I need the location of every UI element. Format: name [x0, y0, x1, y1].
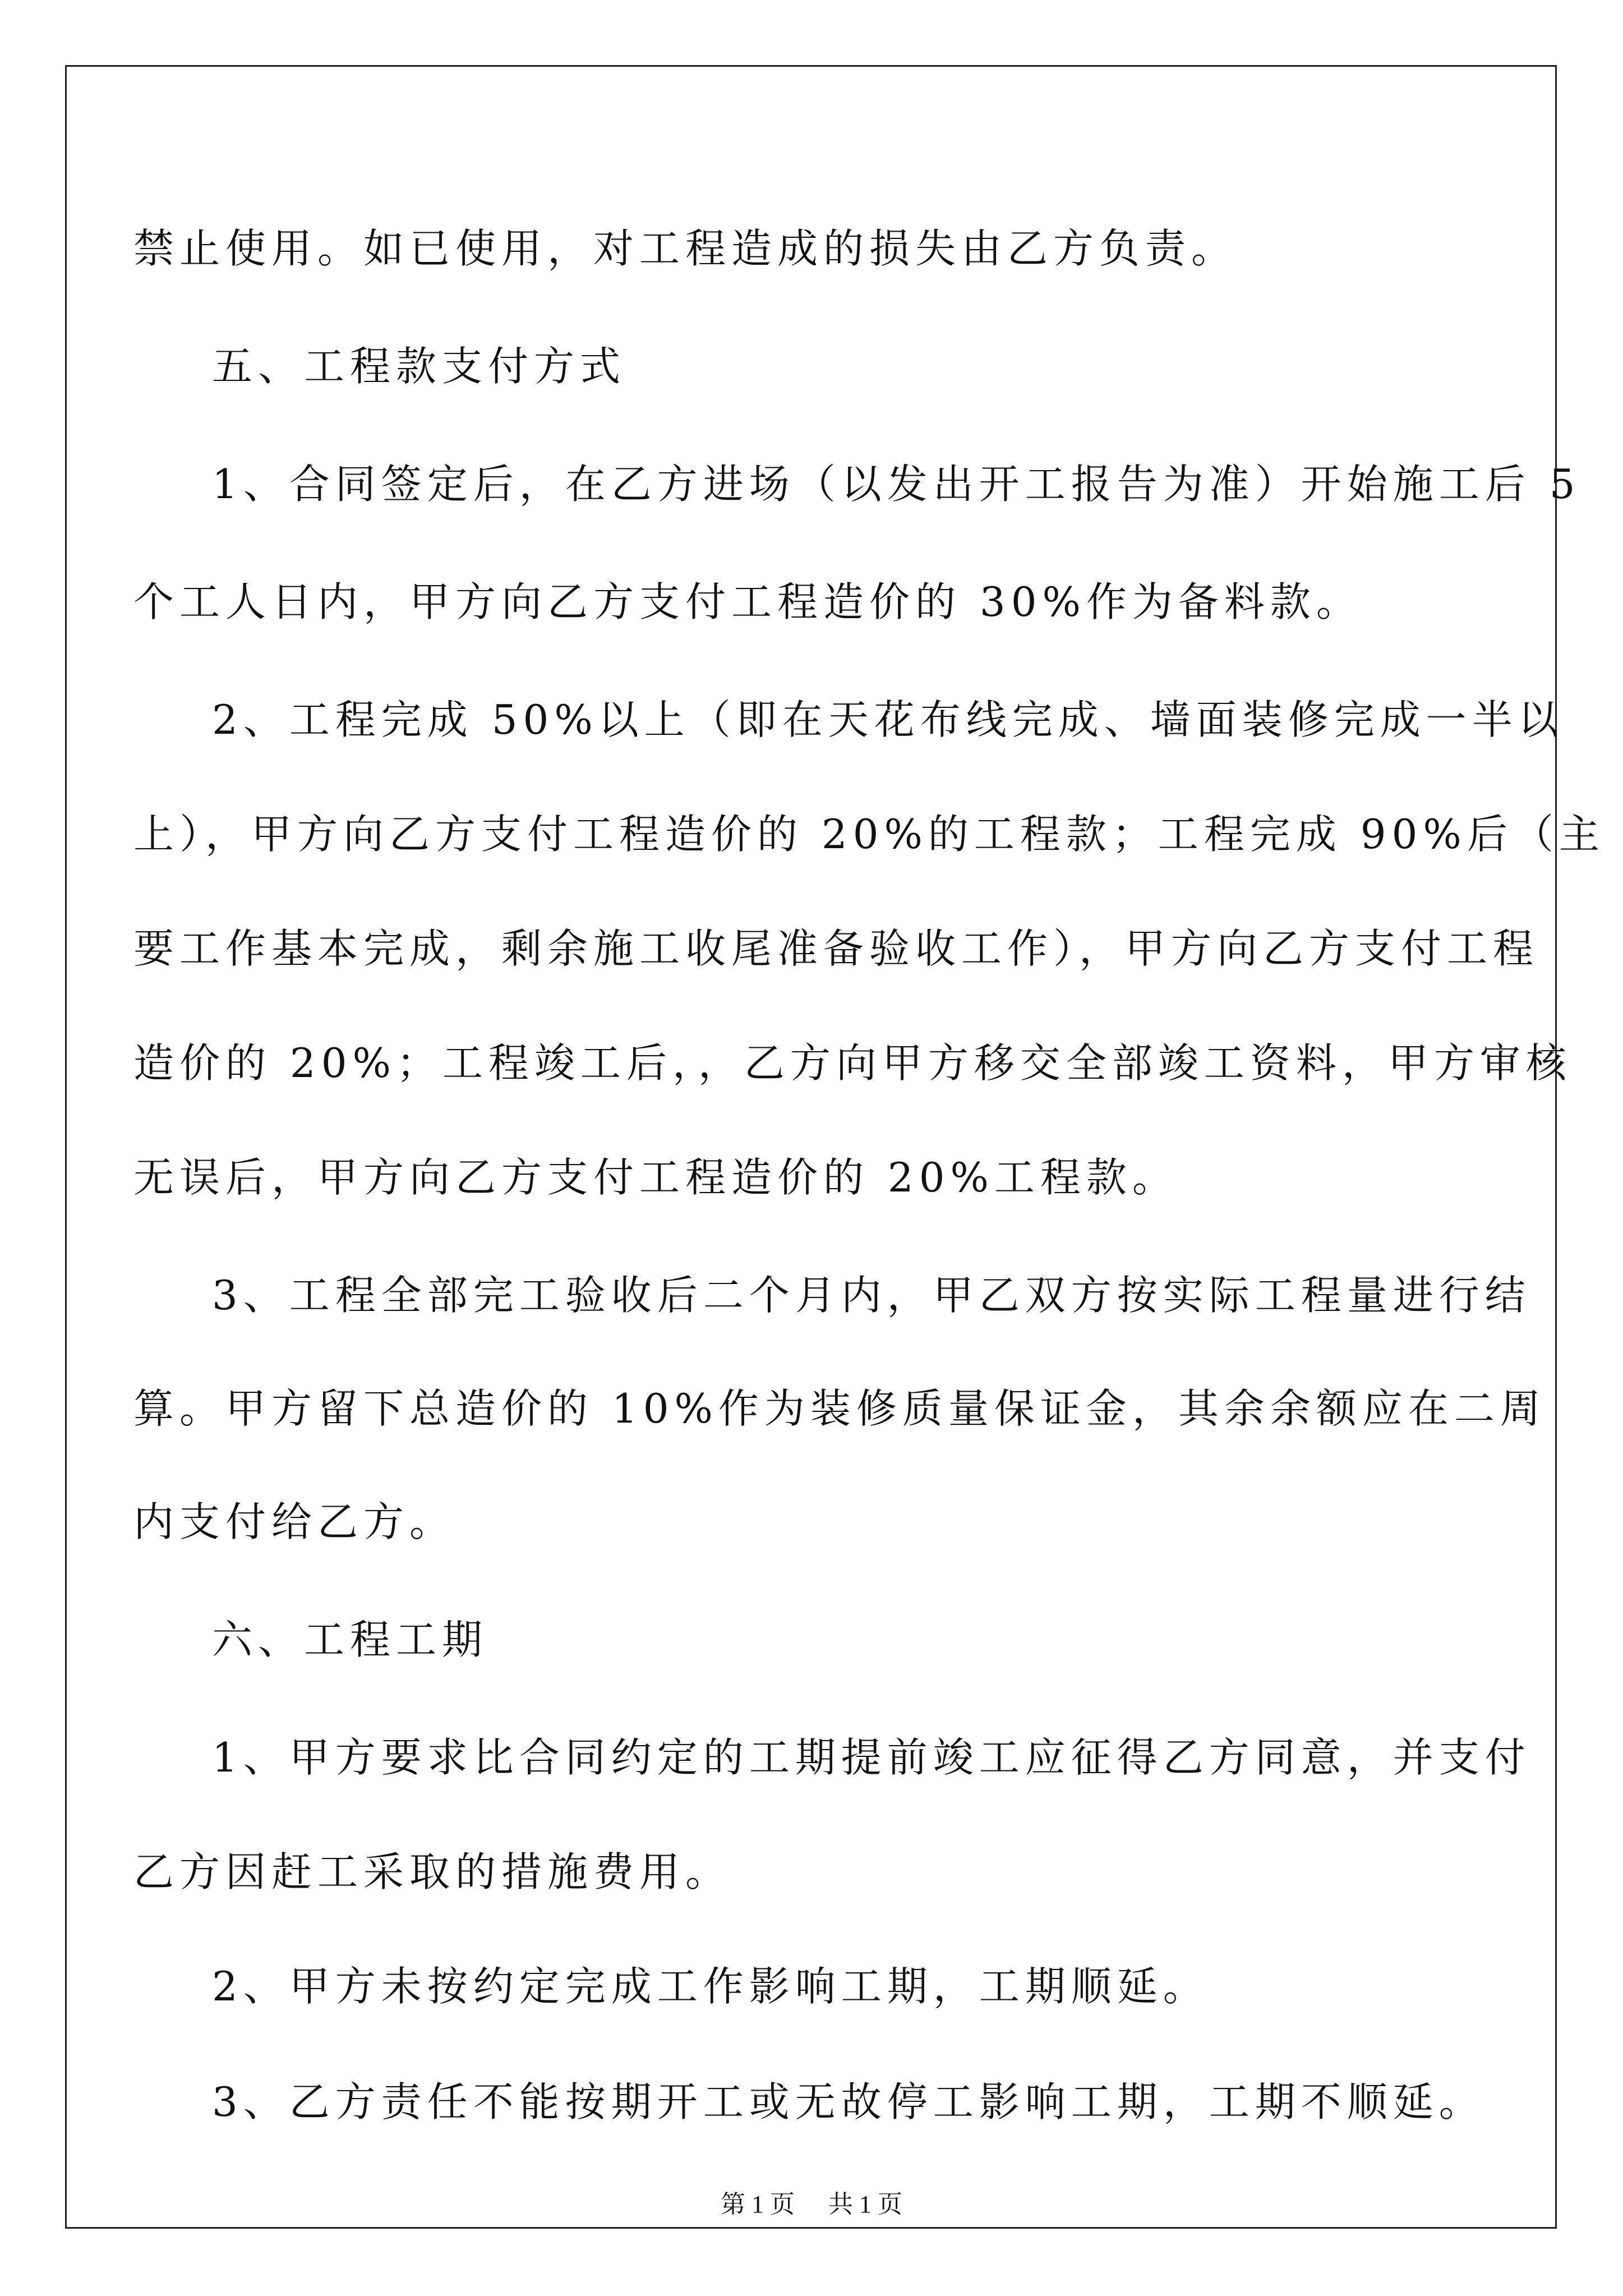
- paragraph-line: 3、工程全部完工验收后二个月内，甲乙双方按实际工程量进行结: [212, 1272, 1531, 1319]
- page-footer: [0, 2188, 1623, 2221]
- section-heading-schedule: 六、工程工期: [212, 1616, 488, 1663]
- paragraph-line: 1、甲方要求比合同约定的工期提前竣工应征得乙方同意，并支付: [212, 1734, 1531, 1781]
- paragraph-line: 个工人日内，甲方向乙方支付工程造价的 30%作为备料款。: [133, 578, 1362, 625]
- section-heading-payment: 五、工程款支付方式: [212, 343, 626, 390]
- paragraph-line: 乙方因赶工采取的措施费用。: [133, 1848, 732, 1895]
- paragraph-line: 无误后，甲方向乙方支付工程造价的 20%工程款。: [133, 1154, 1178, 1201]
- paragraph-line: 造价的 20%；工程竣工后，，乙方向甲方移交全部竣工资料，甲方审核: [133, 1039, 1572, 1087]
- paragraph-line: 内支付给乙方。: [133, 1498, 456, 1545]
- page-number: 第 1 页: [721, 2191, 795, 2218]
- paragraph-line: 上），甲方向乙方支付工程造价的 20%的工程款；工程完成 90%后（主: [133, 811, 1605, 858]
- paragraph-line: 算。甲方留下总造价的 10%作为装修质量保证金，其余余额应在二周: [133, 1385, 1546, 1432]
- paragraph-line: 2、甲方未按约定完成工作影响工期，工期顺延。: [212, 1963, 1209, 2010]
- page-total: 共 1 页: [828, 2191, 902, 2218]
- paragraph-line: 2、工程完成 50%以上（即在天花布线完成、墙面装修完成一半以: [212, 696, 1564, 743]
- paragraph-line: 禁止使用。如已使用，对工程造成的损失由乙方负责。: [133, 225, 1238, 272]
- paragraph-line: 要工作基本完成，剩余施工收尾准备验收工作），甲方向乙方支付工程: [133, 925, 1539, 972]
- paragraph-line: 1、合同签定后，在乙方进场（以发出开工报告为准）开始施工后 5: [212, 461, 1581, 508]
- paragraph-line: 3、乙方责任不能按期开工或无故停工影响工期，工期不顺延。: [212, 2078, 1485, 2125]
